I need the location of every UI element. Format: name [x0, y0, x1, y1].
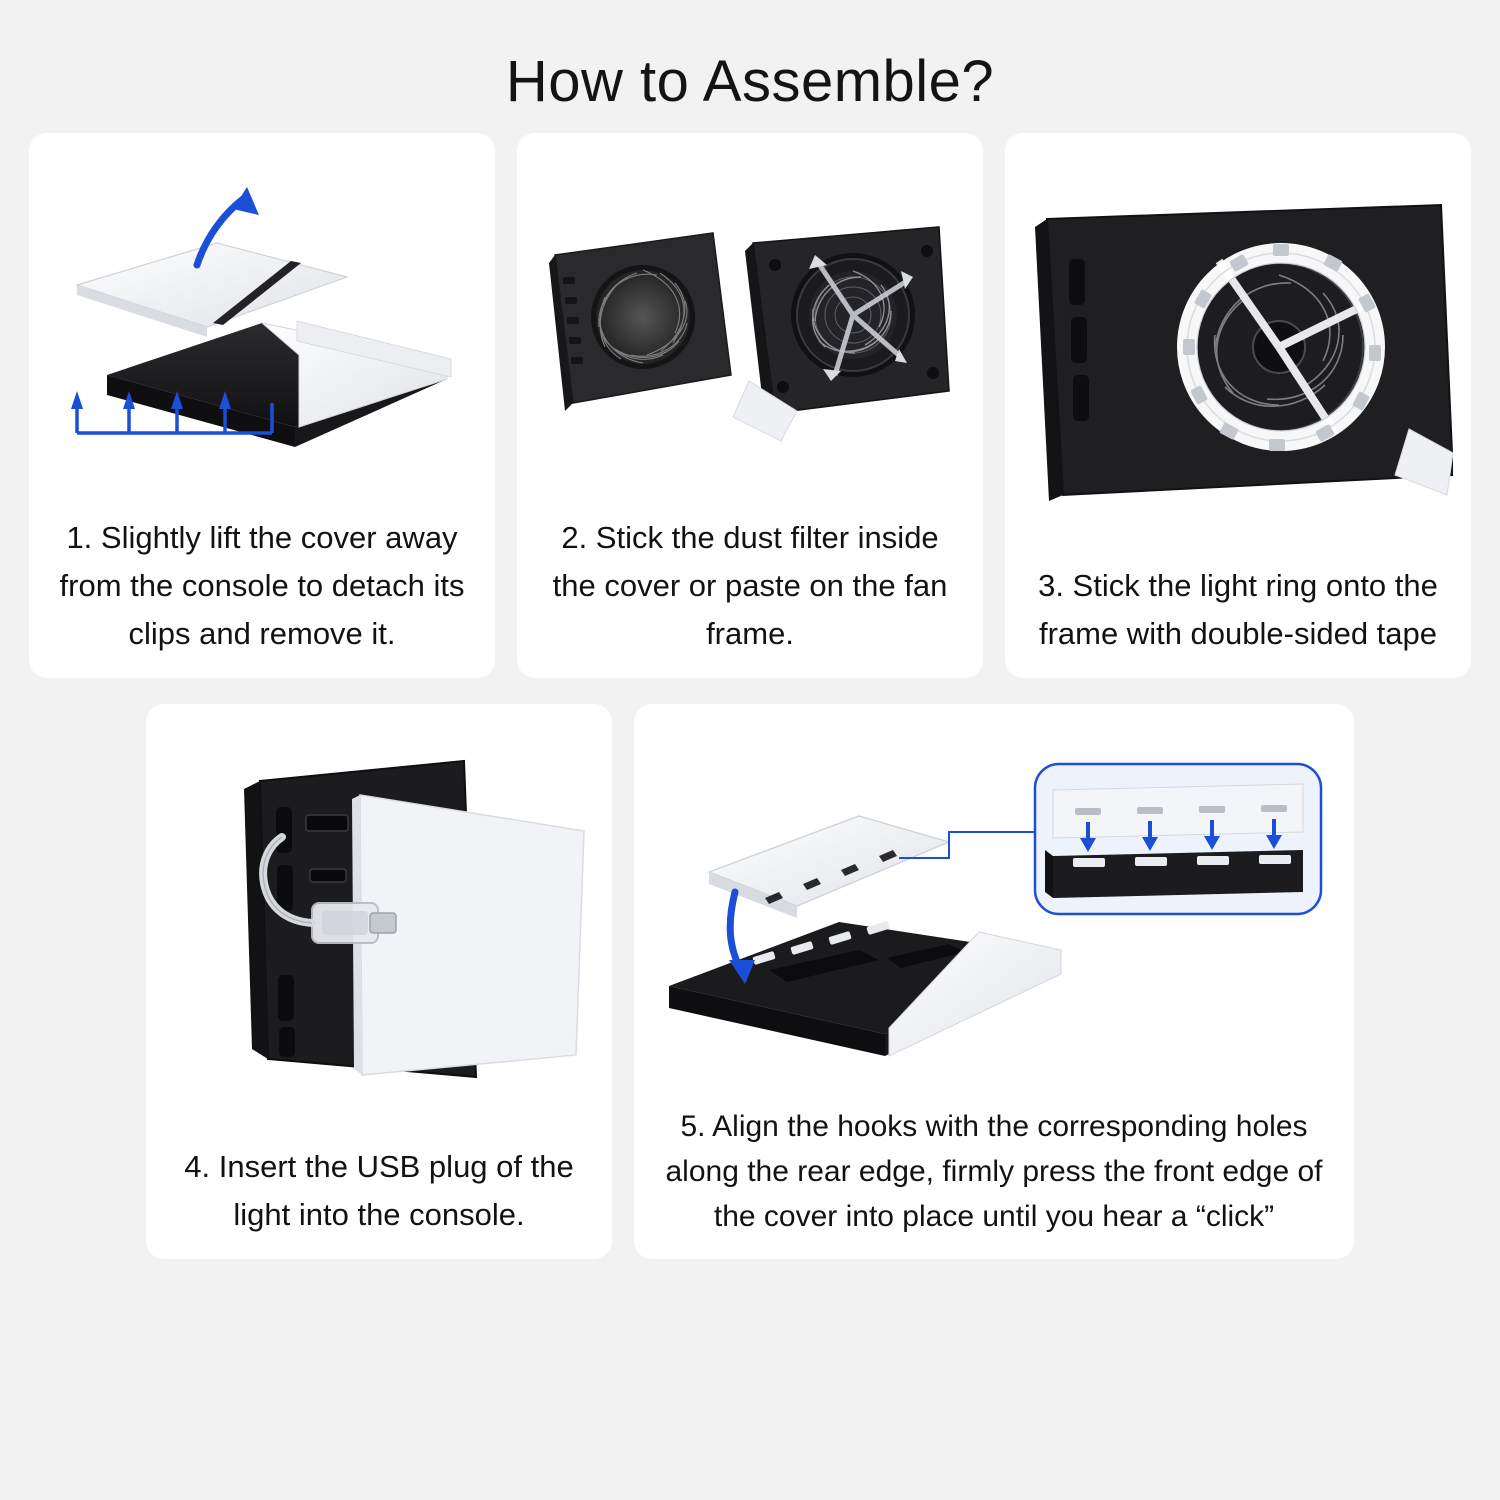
step-caption-3: 3. Stick the light ring onto the frame with double-sided tape [1038, 567, 1438, 651]
steps-row-top [28, 133, 1472, 678]
step4-figure-svg [164, 755, 594, 1105]
step-card-5 [634, 704, 1354, 1259]
usb-port-upper [310, 869, 346, 882]
dust-filter-and-fan-frame-illustration [531, 147, 969, 514]
step-caption-1: 1. Slightly lift the cover away from the console to detach its clips and remove it. [59, 519, 465, 651]
step-card-1 [29, 133, 495, 678]
dust-filter-part [549, 233, 731, 411]
zoom-callout [1035, 764, 1321, 914]
usb-plug-into-console-illustration [160, 718, 598, 1143]
hdmi-port [306, 815, 348, 831]
cover-hooks-alignment-illustration [648, 718, 1340, 1104]
steps-row-bottom [28, 704, 1472, 1259]
step-card-4 [146, 704, 612, 1259]
page-title: How to Assemble? [505, 49, 995, 114]
step-caption-2: 2. Stick the dust filter inside the cover or paste on the fan frame. [552, 519, 948, 651]
fan-frame-part [733, 227, 949, 441]
step1-figure-svg [47, 165, 477, 495]
console-white-panel [360, 795, 584, 1075]
step-caption-4: 4. Insert the USB plug of the light into the console. [184, 1148, 574, 1232]
step-card-3 [1005, 133, 1471, 678]
step3-figure-svg [1023, 189, 1453, 519]
ps5-cover-lift-illustration [43, 147, 481, 514]
step-caption-5: 5. Align the hooks with the corresponding holes along the rear edge, firmly press the front edge of the cover into place until you hear a “click” [665, 1110, 1323, 1233]
light-ring-on-fan-frame-illustration [1019, 147, 1457, 562]
step-card-2 [517, 133, 983, 678]
step5-figure-svg [649, 746, 1339, 1076]
step2-figure-svg [535, 165, 965, 495]
